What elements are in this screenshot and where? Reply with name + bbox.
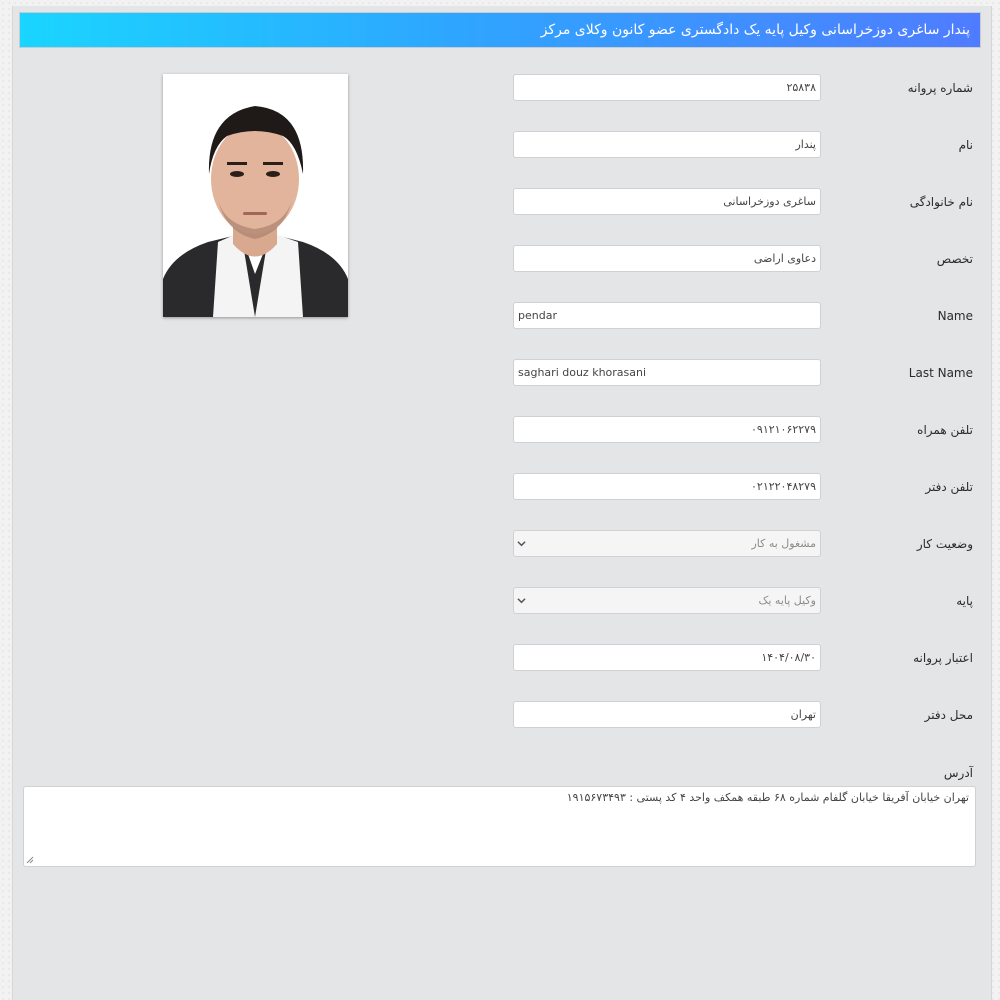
grade-value: وکیل پایه یک xyxy=(758,594,816,607)
profile-panel xyxy=(12,6,992,1000)
work-status-select[interactable] xyxy=(513,530,821,557)
last-name-input[interactable]: ساغری دوزخراسانی xyxy=(513,188,821,215)
lastname-en-label: Last Name xyxy=(908,366,973,380)
first-name-label: نام xyxy=(958,138,973,152)
address-label: آدرس xyxy=(943,766,973,780)
license-number-input[interactable]: ۲۵۸۳۸ xyxy=(513,74,821,101)
work-status-label: وضعیت کار xyxy=(916,537,973,551)
chevron-down-icon xyxy=(517,539,526,548)
office-phone-label: تلفن دفتر xyxy=(925,480,973,494)
address-value: تهران خیابان آفریقا خیابان گلفام شماره ۶۸ طبقه همکف واحد ۴ کد پستی : ۱۹۱۵۶۷۳۴۹۳ xyxy=(566,791,969,804)
first-name-input[interactable]: پندار xyxy=(513,131,821,158)
last-name-label: نام خانوادگی xyxy=(909,195,973,209)
grade-select[interactable] xyxy=(513,587,821,614)
license-validity-label: اعتبار پروانه xyxy=(913,651,973,665)
license-validity-input[interactable]: ۱۴۰۴/۰۸/۳۰ xyxy=(513,644,821,671)
chevron-down-icon xyxy=(517,596,526,605)
grade-label: پایه xyxy=(956,594,973,608)
lastname-en-input[interactable]: saghari douz khorasani xyxy=(513,359,821,386)
office-location-input[interactable]: تهران xyxy=(513,701,821,728)
office-phone-input[interactable]: ۰۲۱۲۲۰۴۸۲۷۹ xyxy=(513,473,821,500)
work-status-value: مشغول به کار xyxy=(751,537,816,550)
portrait-image xyxy=(163,74,348,317)
mobile-input[interactable]: ۰۹۱۲۱۰۶۲۲۷۹ xyxy=(513,416,821,443)
profile-header xyxy=(19,12,981,48)
name-en-input[interactable]: pendar xyxy=(513,302,821,329)
resize-handle-icon[interactable] xyxy=(26,856,34,864)
office-location-label: محل دفتر xyxy=(924,708,973,722)
specialty-input[interactable]: دعاوی اراضی xyxy=(513,245,821,272)
mobile-label: تلفن همراه xyxy=(917,423,973,437)
name-en-label: Name xyxy=(937,309,973,323)
license-number-label: شماره پروانه xyxy=(907,81,973,95)
lawyer-photo xyxy=(163,74,348,317)
address-textarea[interactable] xyxy=(23,786,976,867)
specialty-label: تخصص xyxy=(936,252,973,266)
page-title: پندار ساغری دوزخراسانی وکیل پایه یک دادگستری عضو کانون وکلای مرکز xyxy=(540,22,970,38)
